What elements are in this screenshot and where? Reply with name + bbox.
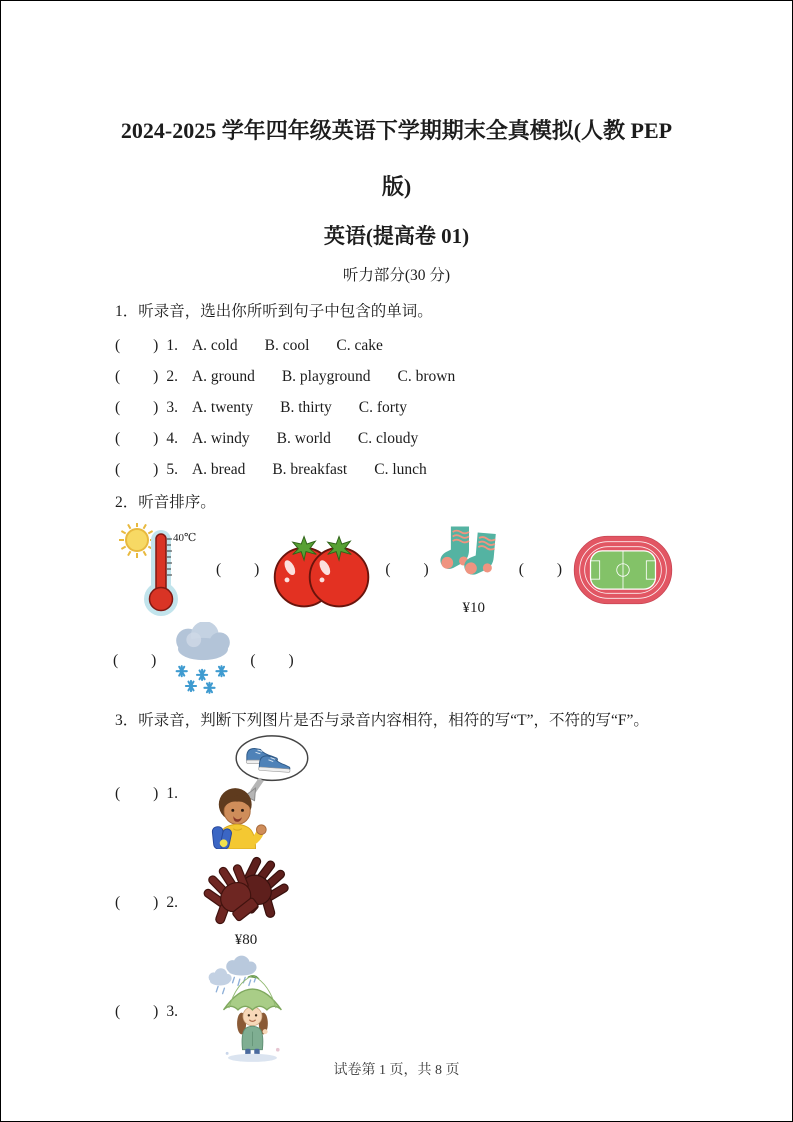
item-number: 2. [166, 893, 178, 911]
open-paren: ( [518, 561, 524, 578]
answer-blank [113, 652, 156, 670]
open-paren: ( [115, 336, 121, 354]
option-a: A. windy [191, 429, 250, 447]
close-paren: ) [153, 367, 159, 385]
option-b: B. thirty [280, 398, 332, 416]
open-paren: ( [250, 652, 256, 669]
option-c: C. cloudy [357, 429, 419, 447]
answer-blank [115, 1003, 158, 1021]
q1-row-5 [115, 454, 792, 485]
q1-row-1 [115, 330, 792, 361]
item-number: 5. [166, 460, 178, 478]
socks-figure [440, 524, 508, 617]
paper-subtitle: 英语(提高卷 01) [323, 224, 470, 248]
option-b: B. playground [281, 367, 371, 385]
answer-blank [115, 785, 158, 803]
item-number: 2. [166, 367, 178, 385]
q2-picture-row [115, 522, 792, 618]
page-number-footer: 试卷第 1 页，共 8 页 [333, 1063, 460, 1078]
close-paren: ) [153, 398, 159, 416]
q2-picture-row-2 [113, 622, 792, 700]
q1-row-4 [115, 423, 792, 454]
q1-prompt: 1．听录音，选出你所听到句子中包含的单词。 [115, 303, 433, 320]
girl-icon [237, 1007, 268, 1058]
item-number: 4. [166, 429, 178, 447]
option-a: A. bread [191, 460, 246, 478]
close-paren: ) [288, 652, 294, 669]
socks-image [440, 524, 508, 598]
open-paren: ( [115, 1002, 121, 1020]
tomatoes-image [270, 529, 374, 611]
rain-girl-figure [200, 955, 304, 1068]
option-b: B. cool [264, 336, 310, 354]
open-paren: ( [385, 561, 391, 578]
q2-prompt: 2．听音排序。 [115, 494, 216, 511]
answer-blank [519, 561, 562, 579]
paper-title-line1: 2024-2025 学年四年级英语下学期期末全真模拟(人教 PEP [120, 118, 673, 143]
boy-thinking-of-shoes-image [200, 733, 312, 849]
item-number: 1. [166, 336, 178, 354]
cloud-icon [177, 622, 231, 660]
answer-blank [115, 368, 158, 386]
close-paren: ) [153, 429, 159, 447]
open-paren: ( [115, 460, 121, 478]
answer-blank [115, 399, 158, 417]
gloves-price-label: ¥80 [234, 932, 258, 948]
q1-row-2 [115, 361, 792, 392]
open-paren: ( [115, 429, 121, 447]
temperature-label: 40℃ [173, 532, 197, 544]
rain-clouds-icon [209, 956, 257, 994]
option-a: A. ground [191, 367, 255, 385]
q3-row-1 [115, 733, 792, 854]
q1-row-3 [115, 392, 792, 423]
option-a: A. cold [191, 336, 238, 354]
option-c: C. lunch [374, 460, 427, 478]
open-paren: ( [115, 367, 121, 385]
listening-section-header: 听力部分(30 分) [342, 267, 451, 284]
sun-icon [119, 523, 155, 558]
boy-icon [212, 788, 266, 849]
item-number: 3. [166, 1002, 178, 1020]
answer-blank [385, 561, 428, 579]
open-paren: ( [113, 652, 119, 669]
answer-blank [216, 561, 259, 579]
close-paren: ) [151, 652, 157, 669]
thermometer-icon [144, 530, 196, 616]
item-number: 1. [166, 784, 178, 802]
girl-umbrella-rain-image [200, 955, 304, 1063]
option-c: C. brown [397, 367, 456, 385]
answer-blank [250, 652, 293, 670]
option-b: B. breakfast [272, 460, 348, 478]
socks-price-label: ¥10 [462, 599, 485, 616]
close-paren: ) [556, 561, 563, 578]
q3-row-2 [115, 856, 792, 949]
playground-track-image [573, 530, 673, 610]
answer-blank [115, 461, 158, 479]
answer-blank [115, 430, 158, 448]
close-paren: ) [153, 893, 159, 911]
option-a: A. twenty [191, 398, 254, 416]
brown-gloves-image [200, 856, 292, 930]
close-paren: ) [153, 460, 159, 478]
open-paren: ( [216, 561, 222, 578]
q3-prompt: 3．听录音，判断下列图片是否与录音内容相符，相符的写“T”，不符的写“F”。 [115, 712, 649, 729]
boy-thinking-figure [200, 733, 312, 854]
gloves-figure [200, 856, 292, 949]
close-paren: ) [153, 1002, 159, 1020]
open-paren: ( [115, 893, 121, 911]
open-paren: ( [115, 398, 121, 416]
answer-blank [115, 337, 158, 355]
option-c: C. forty [358, 398, 407, 416]
close-paren: ) [423, 561, 429, 578]
open-paren: ( [115, 784, 121, 802]
answer-blank [115, 894, 158, 912]
paper-title-line2: 版) [381, 174, 412, 199]
close-paren: ) [254, 561, 260, 578]
close-paren: ) [153, 336, 159, 354]
close-paren: ) [153, 784, 159, 802]
option-b: B. world [276, 429, 331, 447]
umbrella-icon [223, 975, 281, 1010]
q3-row-3 [115, 955, 792, 1068]
snowy-cloud-image [166, 622, 240, 700]
hot-weather-image [115, 522, 205, 618]
snowflake-icons [177, 666, 227, 693]
item-number: 3. [166, 398, 178, 416]
option-c: C. cake [336, 336, 383, 354]
